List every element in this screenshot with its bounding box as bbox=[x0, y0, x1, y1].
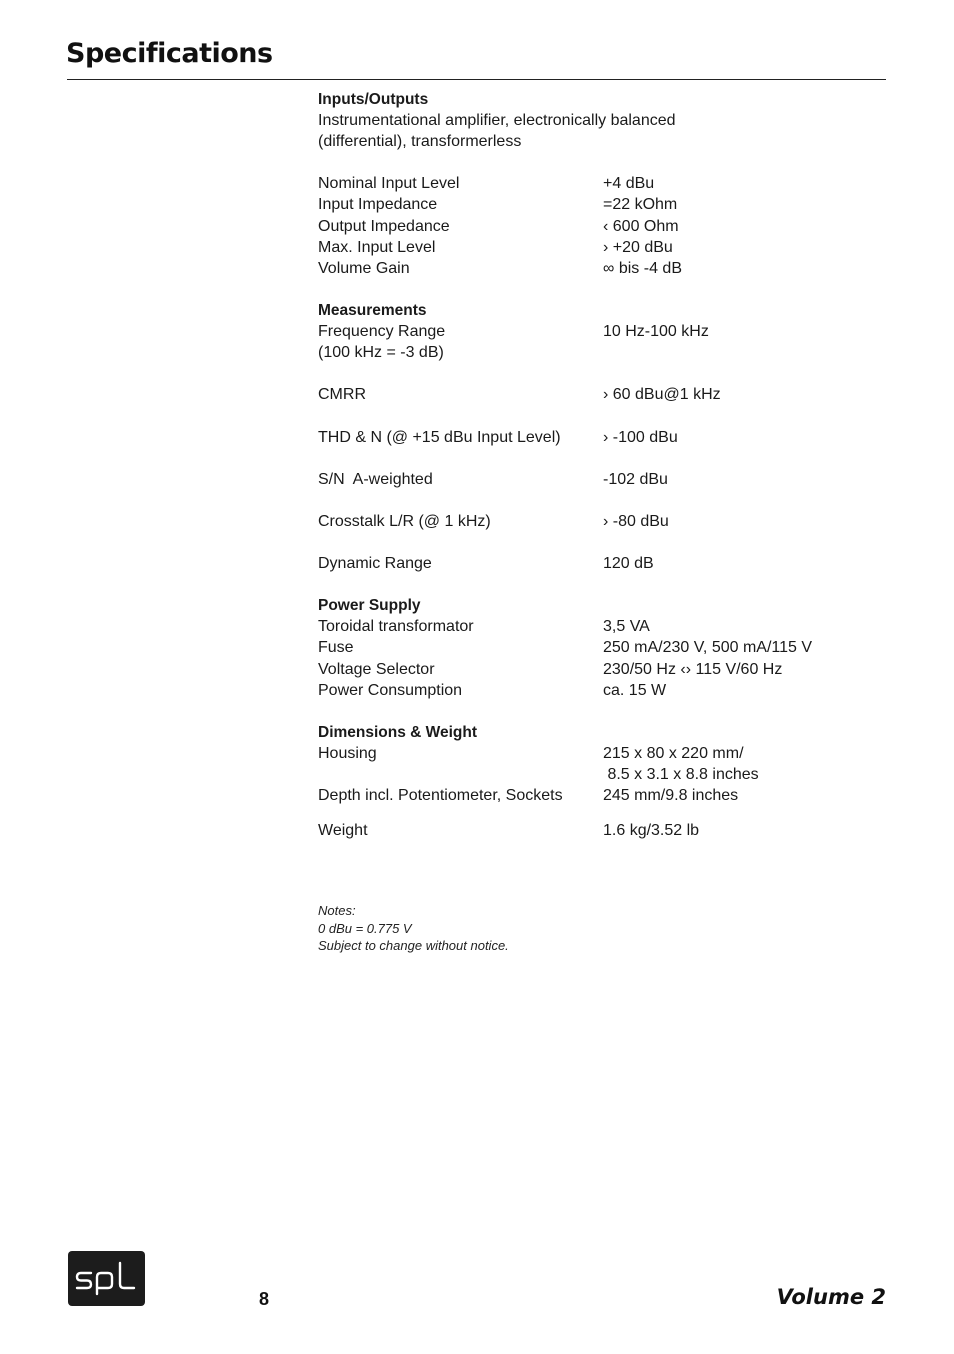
spec-label: Nominal Input Level bbox=[318, 175, 460, 193]
title-divider bbox=[67, 79, 886, 80]
spec-label: Toroidal transformator bbox=[318, 618, 474, 636]
spec-label: Housing bbox=[318, 744, 377, 762]
spec-label: Weight bbox=[318, 822, 368, 840]
spl-logo-icon bbox=[68, 1251, 145, 1306]
spec-label: Frequency Range bbox=[318, 323, 446, 341]
notes-disclaimer: Subject to change without notice. bbox=[318, 938, 509, 954]
spec-row-thd bbox=[318, 427, 878, 448]
spec-list bbox=[318, 89, 878, 841]
spec-label: S/N A-weighted bbox=[318, 470, 433, 488]
spec-row-input-impedance bbox=[318, 194, 878, 215]
section-heading-dimensions-weight: Dimensions & Weight bbox=[318, 723, 478, 741]
spec-row-housing-inches bbox=[318, 764, 878, 785]
spec-row-fuse bbox=[318, 637, 878, 658]
spec-value: -102 dBu bbox=[603, 470, 668, 488]
spec-row-housing bbox=[318, 743, 878, 764]
spec-value: › -80 dBu bbox=[603, 512, 669, 530]
spec-value: ‹ 600 Ohm bbox=[603, 217, 679, 235]
spec-row-toroidal-transformator bbox=[318, 616, 878, 637]
notes bbox=[318, 902, 509, 955]
spec-row-weight bbox=[318, 820, 878, 841]
notes-dbu-reference: 0 dBu = 0.775 V bbox=[318, 920, 412, 936]
spec-label: CMRR bbox=[318, 386, 366, 404]
spec-value: 120 dB bbox=[603, 555, 654, 573]
spec-row-signal-noise bbox=[318, 469, 878, 490]
spec-value: 3,5 VA bbox=[603, 618, 650, 636]
spec-row-crosstalk bbox=[318, 511, 878, 532]
spec-value: 10 Hz-100 kHz bbox=[603, 323, 709, 341]
spec-row-dynamic-range bbox=[318, 553, 878, 574]
spec-value: 215 x 80 x 220 mm/ bbox=[603, 744, 744, 762]
spec-label: Fuse bbox=[318, 639, 354, 657]
section-heading-power-supply: Power Supply bbox=[318, 597, 421, 615]
spec-label: Dynamic Range bbox=[318, 555, 432, 573]
spec-label: THD & N (@ +15 dBu Input Level) bbox=[318, 428, 561, 446]
spec-label: Power Consumption bbox=[318, 681, 463, 699]
spec-value: 1.6 kg/3.52 lb bbox=[603, 822, 700, 840]
page-number: 8 bbox=[259, 1289, 270, 1309]
spec-row-frequency-range bbox=[318, 321, 878, 342]
spec-row-max-input-level bbox=[318, 237, 878, 258]
spec-value: ca. 15 W bbox=[603, 681, 667, 699]
spec-value: › 60 dBu@1 kHz bbox=[603, 386, 721, 404]
spec-label: Input Impedance bbox=[318, 196, 438, 214]
page-title: Specifications bbox=[66, 38, 273, 69]
spec-value: 8.5 x 3.1 x 8.8 inches bbox=[603, 766, 759, 783]
spec-row-volume-gain bbox=[318, 258, 878, 279]
spec-label: Voltage Selector bbox=[318, 660, 435, 678]
spec-value: 230/50 Hz ‹› 115 V/60 Hz bbox=[603, 660, 783, 678]
spec-value: › -100 dBu bbox=[603, 428, 678, 446]
spec-row-nominal-input-level bbox=[318, 173, 878, 194]
inputs-outputs-description-2: (differential), transformerless bbox=[318, 133, 522, 151]
inputs-outputs-description-1: Instrumentational amplifier, electronically balanced bbox=[318, 112, 676, 130]
spec-label: Output Impedance bbox=[318, 217, 450, 235]
spec-value: 250 mA/230 V, 500 mA/115 V bbox=[603, 639, 813, 657]
spec-row-output-impedance bbox=[318, 216, 878, 237]
spec-row-power-consumption bbox=[318, 680, 878, 701]
spec-value: =22 kOhm bbox=[603, 196, 678, 214]
spec-value: › +20 dBu bbox=[603, 238, 673, 256]
notes-heading: Notes: bbox=[318, 903, 356, 918]
spec-value: 245 mm/9.8 inches bbox=[603, 787, 739, 805]
spec-label: Depth incl. Potentiometer, Sockets bbox=[318, 787, 563, 805]
spec-row-cmrr bbox=[318, 384, 878, 405]
spec-label: Volume Gain bbox=[318, 259, 410, 277]
spec-label: Max. Input Level bbox=[318, 238, 436, 256]
spec-label: Crosstalk L/R (@ 1 kHz) bbox=[318, 512, 491, 530]
spec-value: ∞ bis -4 dB bbox=[603, 259, 682, 277]
frequency-range-note: (100 kHz = -3 dB) bbox=[318, 344, 444, 362]
spec-row-depth bbox=[318, 785, 878, 806]
spec-value: +4 dBu bbox=[603, 175, 655, 193]
spec-row-voltage-selector bbox=[318, 659, 878, 680]
footer-product-name: Volume 2 bbox=[776, 1285, 886, 1309]
section-heading-measurements: Measurements bbox=[318, 301, 427, 319]
section-heading-inputs-outputs: Inputs/Outputs bbox=[318, 91, 429, 108]
spl-logo bbox=[68, 1251, 145, 1306]
